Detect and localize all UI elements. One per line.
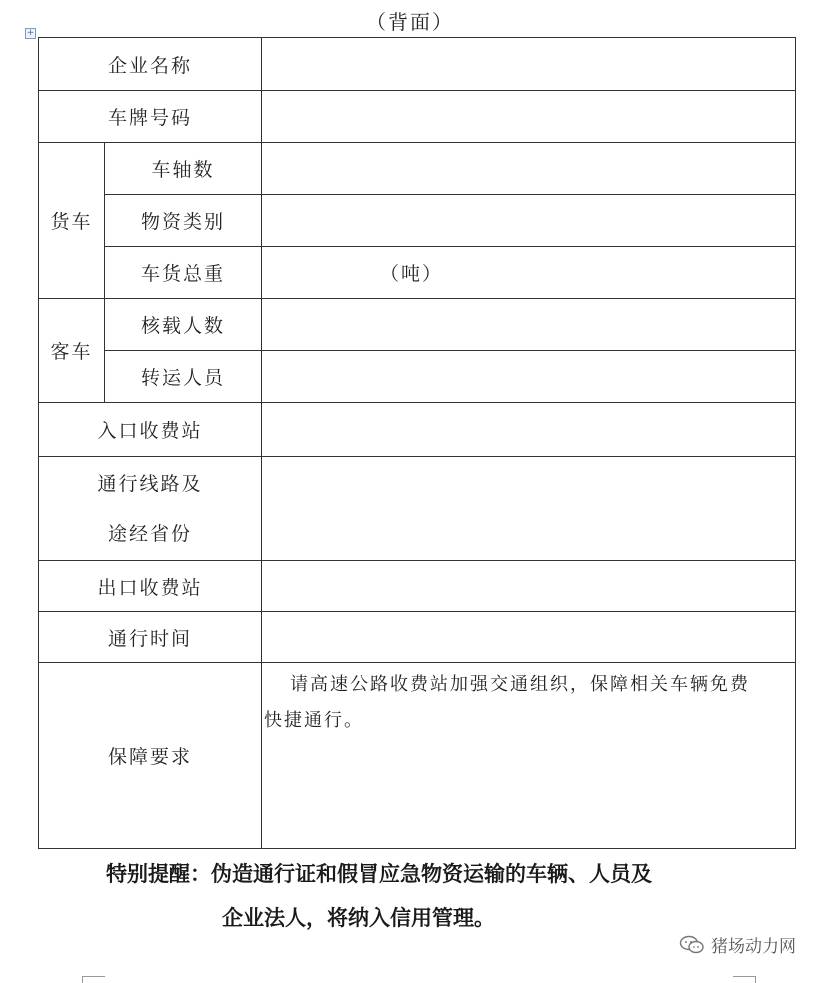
total-weight-field[interactable]: [262, 247, 796, 299]
guarantee-text-line2: 快捷通行。: [264, 710, 365, 731]
truck-group-label: 货车: [39, 143, 105, 299]
axle-count-field[interactable]: [262, 143, 796, 195]
pass-time-label: 通行时间: [39, 612, 262, 663]
capacity-field[interactable]: [262, 299, 796, 351]
cargo-type-field[interactable]: [262, 195, 796, 247]
plate-number-label: 车牌号码: [39, 91, 262, 143]
warning-line1: 特别提醒：伪造通行证和假冒应急物资运输的车辆、人员及: [106, 862, 652, 886]
total-weight-label: 车货总重: [105, 247, 262, 299]
vehicle-pass-form-table: [38, 37, 796, 849]
table-row: [39, 403, 796, 457]
company-name-label: 企业名称: [39, 38, 262, 91]
route-label: [39, 457, 262, 561]
plate-number-field[interactable]: [262, 91, 796, 143]
page-heading: （背面）: [366, 10, 454, 34]
table-row: [39, 247, 796, 299]
table-row: [39, 143, 796, 195]
table-row: [39, 612, 796, 663]
table-row: [39, 457, 796, 561]
guarantee-label: 保障要求: [39, 663, 262, 849]
entry-station-label: 入口收费站: [39, 403, 262, 457]
guarantee-text-line1: 请高速公路收费站加强交通组织，保障相关车辆免费: [290, 674, 751, 695]
route-label-line2: 途经省份: [108, 522, 193, 545]
exit-station-field[interactable]: [262, 561, 796, 612]
watermark-text: 猪场动力网: [711, 937, 796, 957]
wechat-icon: [679, 935, 705, 955]
table-row: [39, 195, 796, 247]
table-row: [39, 38, 796, 91]
passengers-label: 转运人员: [105, 351, 262, 403]
axle-count-label: 车轴数: [105, 143, 262, 195]
table-row: [39, 663, 796, 849]
weight-unit: （吨）: [380, 263, 444, 285]
bus-group-label: 客车: [39, 299, 105, 403]
cargo-type-label: 物资类别: [105, 195, 262, 247]
company-name-field[interactable]: [262, 38, 796, 91]
table-row: [39, 561, 796, 612]
capacity-label: 核载人数: [105, 299, 262, 351]
page-corner-mark-left: [82, 976, 105, 983]
route-label-line1: 通行线路及: [97, 472, 203, 495]
warning-line2: 企业法人，将纳入信用管理。: [222, 906, 495, 930]
guarantee-text: [262, 663, 796, 849]
page-corner-mark-right: [733, 976, 756, 983]
table-row: [39, 351, 796, 403]
entry-station-field[interactable]: [262, 403, 796, 457]
watermark: [679, 932, 796, 957]
table-row: [39, 91, 796, 143]
exit-station-label: 出口收费站: [39, 561, 262, 612]
pass-time-field[interactable]: [262, 612, 796, 663]
route-field[interactable]: [262, 457, 796, 561]
table-move-handle-icon[interactable]: +: [26, 28, 35, 38]
passengers-field[interactable]: [262, 351, 796, 403]
table-row: [39, 299, 796, 351]
